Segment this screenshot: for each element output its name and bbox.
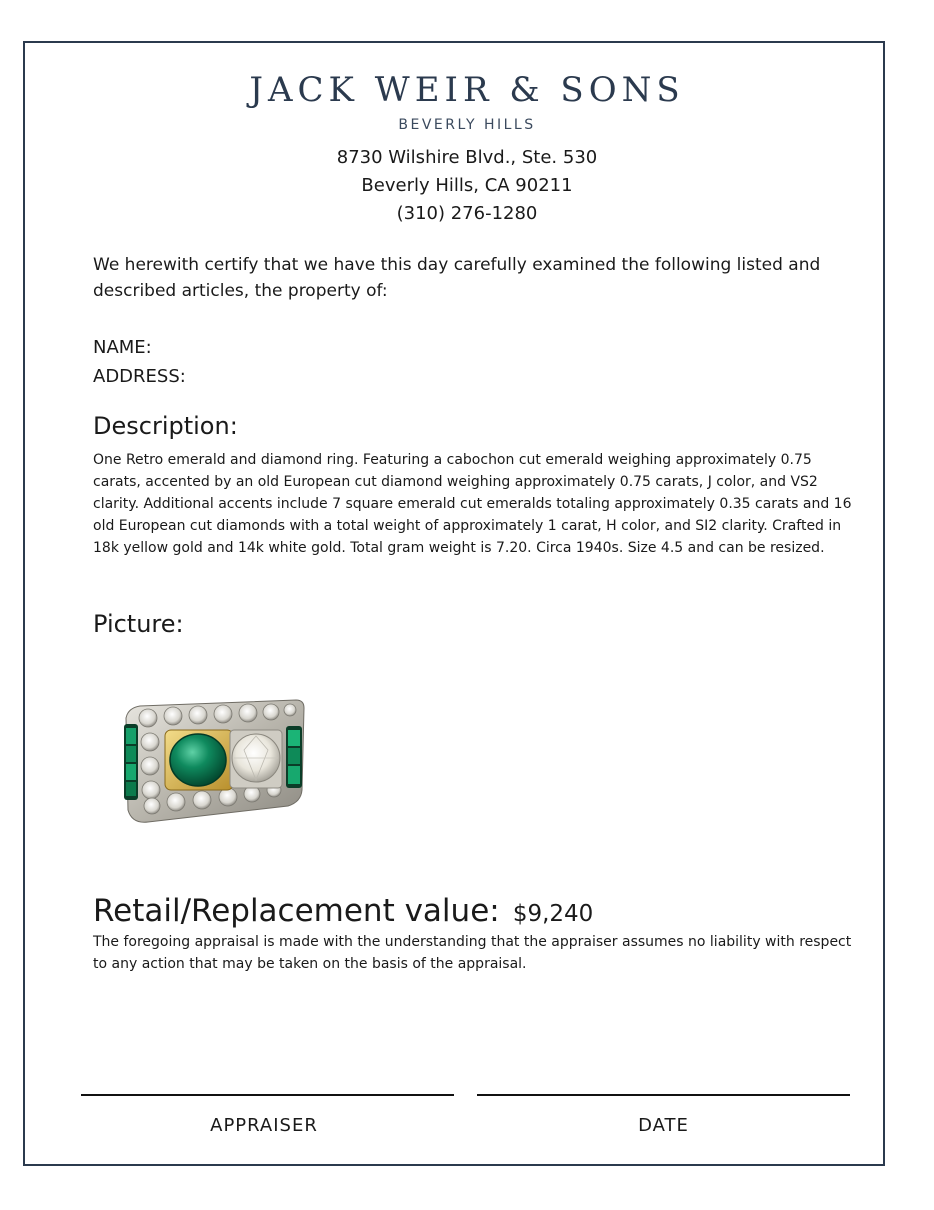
date-label: DATE: [638, 1115, 689, 1136]
valuation-label: Retail/Replacement value:: [93, 893, 500, 929]
valuation-amount: $9,240: [512, 901, 594, 927]
letterhead: [0, 70, 934, 228]
date-signature-line: [477, 1094, 850, 1096]
owner-fields: [93, 333, 855, 391]
address-block: [0, 144, 934, 228]
address-line-2: Beverly Hills, CA 90211: [361, 175, 573, 196]
appraisal-disclaimer: The foregoing appraisal is made with the understanding that the appraiser assumes no liability with respect to any action that may be taken on the basis of the appraisal.: [93, 934, 852, 972]
certification-statement: We herewith certify that we have this day carefully examined the following listed and described articles, the property of:: [93, 255, 821, 301]
address-label: ADDRESS:: [93, 366, 186, 387]
phone-number: (310) 276-1280: [396, 203, 538, 224]
brand-subtitle: BEVERLY HILLS: [398, 117, 536, 133]
ring-photo: [118, 690, 313, 830]
appraiser-label: APPRAISER: [210, 1115, 318, 1136]
name-label: NAME:: [93, 337, 152, 358]
appraiser-signature-line: [81, 1094, 454, 1096]
valuation-row: [93, 890, 855, 935]
picture-heading: Picture:: [93, 610, 184, 638]
description-heading: Description:: [93, 412, 238, 440]
description-body: One Retro emerald and diamond ring. Featuring a cabochon cut emerald weighing approximately 0.75 carats, accented by an old European cut diamond weighing approximately 0.75 carats, J color, and VS2 clarity. Additional accents include 7 square emerald cut emeralds totaling approximately 0.35 carats and 16 old European cut diamonds with a total weight of approximately 1 carat, H color, and SI2 clarity. Crafted in 18k yellow gold and 14k white gold. Total gram weight is 7.20. Circa 1940s. Size 4.5 and can be resized.: [93, 452, 852, 556]
address-line-1: 8730 Wilshire Blvd., Ste. 530: [336, 147, 598, 168]
brand-logo-text: JACK WEIR & SONS: [249, 70, 685, 110]
